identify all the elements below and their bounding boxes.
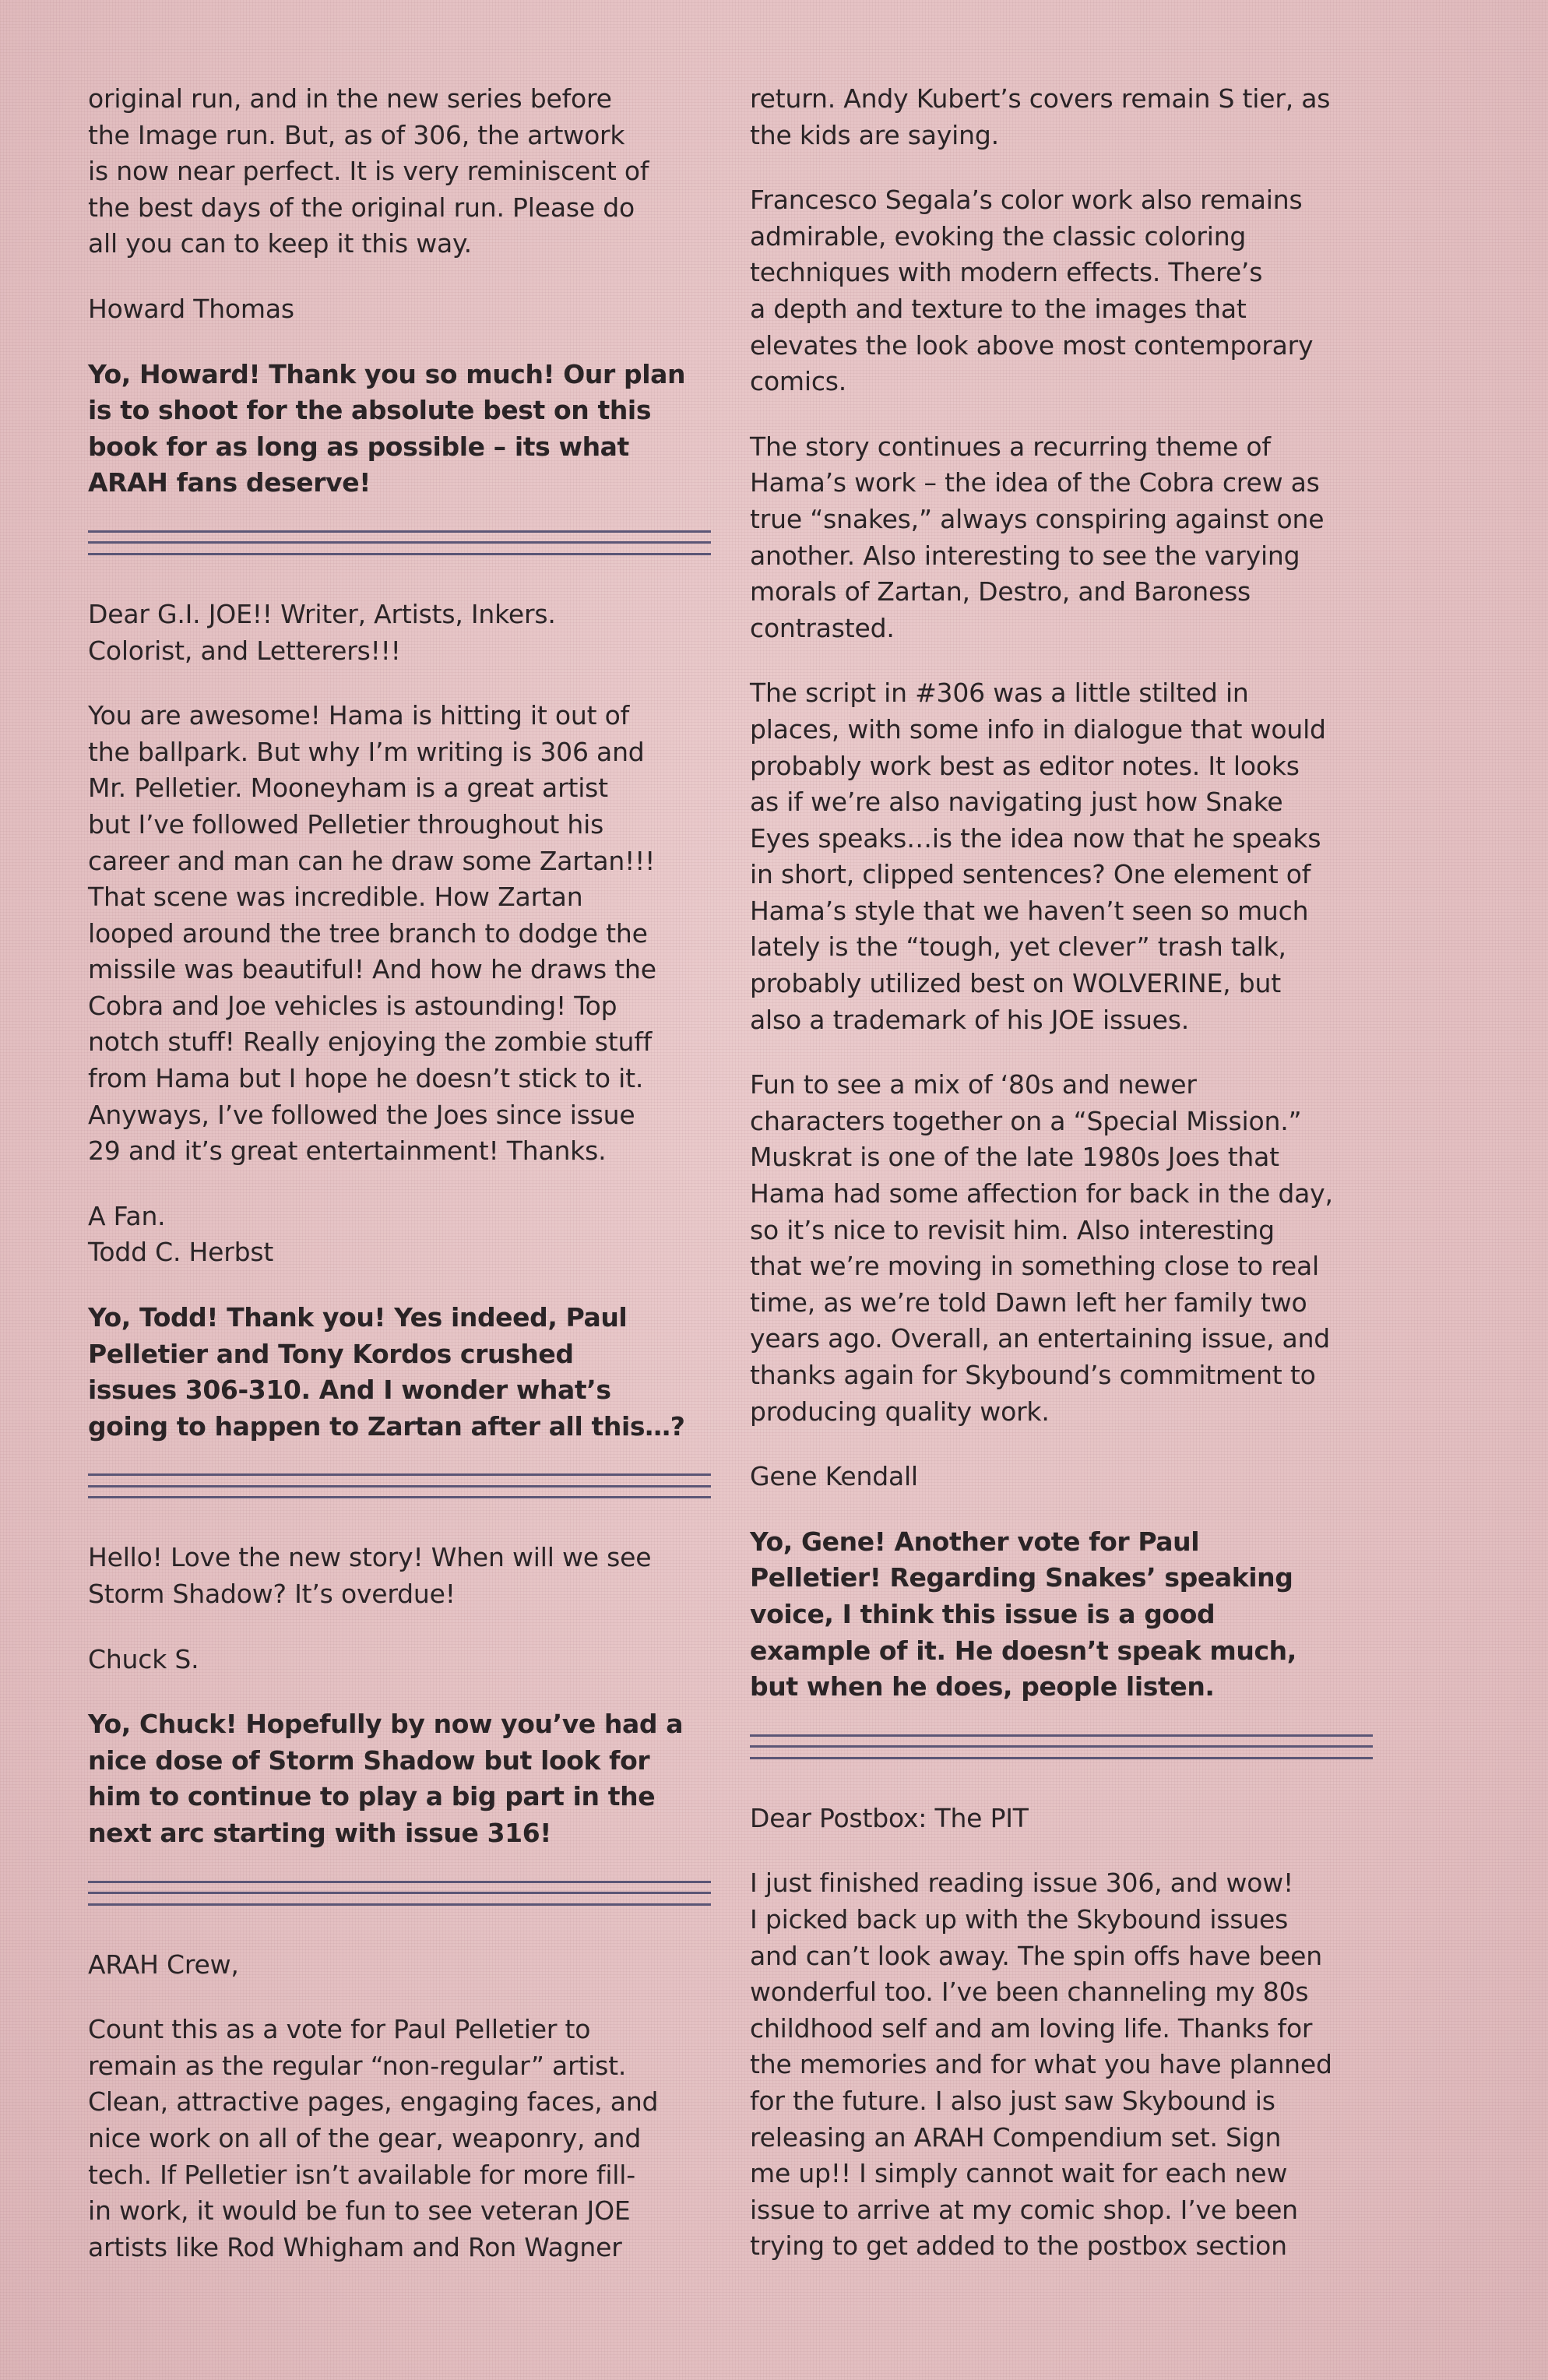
letter-gene-body: Count this as a vote for Paul Pelletier to remain as the regular “non-regular” artist. Clean, attractive pages, engaging faces, and nice work on all of the gear, weaponry, and tech. If Pelletier isn’t available for more fill- in work, it would be fun to see veteran JOE artists like Rod Whigham and Ron Wagner xyxy=(88,2014,659,2262)
letter-gene-body-cont-5: Fun to see a mix of ‘80s and newer characters together on a “Special Mission.” Muskrat is one of the late 1980s Joes that Hama had some affection for back in the day, so it’s nice to revisit him. Also interesting that we’re moving in something close to real time, as we’re told Dawn left her family two years ago. Overall, an entertaining issue, and thanks again for Skybound’s commitment to producing quality work. xyxy=(750,1069,1333,1427)
letter-howard-signature: Howard Thomas xyxy=(88,293,294,324)
reply-to-howard: Yo, Howard! Thank you so much! Our plan is to shoot for the absolute best on this book for as long as possible – its what ARAH fans deserve! xyxy=(88,358,686,498)
reply-to-todd: Yo, Todd! Thank you! Yes indeed, Paul Pelletier and Tony Kordos crushed issues 306-310. And I wonder what’s going to happen to Zartan after all this…? xyxy=(88,1302,685,1442)
section-divider xyxy=(88,1881,711,1906)
letter-gene-body-cont-1: return. Andy Kubert’s covers remain S tier, as the kids are saying. xyxy=(750,83,1331,150)
letter-postbox-body: I just finished reading issue 306, and wow! I picked back up with the Skybound issues and can’t look away. The spin offs have been wonderful too. I’ve been channeling my 80s childhood self and am loving life. Thanks for the memories and for what you have planned for the future. I also just saw Skybound is releasing an ARAH Compendium set. Sign me up!! I simply cannot wait for each new issue to arrive at my comic shop. I’ve been trying to get added to the postbox section xyxy=(750,1868,1332,2262)
letter-todd-signature: A Fan. Todd C. Herbst xyxy=(88,1200,274,1268)
section-divider xyxy=(750,1734,1373,1759)
letter-gene-signature: Gene Kendall xyxy=(750,1461,918,1492)
letter-postbox-greeting: Dear Postbox: The PIT xyxy=(750,1802,1029,1833)
letter-todd-greeting: Dear G.I. JOE!! Writer, Artists, Inkers. Colorist, and Letterers!!! xyxy=(88,598,556,666)
letter-todd-body: You are awesome! Hama is hitting it out of the ballpark. But why I’m writing is 306 and Mr. Pelletier. Mooneyham is a great artist but I’ve followed Pelletier throughout his career and man can he draw some Zartan!!! That scene was incredible. How Zartan looped around the tree branch to dodge the missile was beautiful! And how he draws the Cobra and Joe vehicles is astounding! Top notch stuff! Really enjoying the zombie stuff from Hama but I hope he doesn’t stick to it. Anyways, I’ve followed the Joes since issue 29 and it’s great entertainment! Thanks. xyxy=(88,700,656,1167)
section-divider xyxy=(88,1473,711,1498)
reply-to-gene: Yo, Gene! Another vote for Paul Pelletier! Regarding Snakes’ speaking voice, I think this issue is a good example of it. He doesn’t speak much, but when he does, people listen. xyxy=(750,1526,1296,1702)
letter-gene-body-cont-4: The script in #306 was a little stilted in places, with some info in dialogue that would probably work best as editor notes. It looks as if we’re also navigating just how Snake Eyes speaks…is the idea now that he speaks in short, clipped sentences? One element of Hama’s style that we haven’t seen so much lately is the “tough, yet clever” trash talk, probably utilized best on WOLVERINE, but also a trademark of his JOE issues. xyxy=(750,678,1326,1035)
letter-gene-greeting: ARAH Crew, xyxy=(88,1949,239,1980)
reply-to-chuck: Yo, Chuck! Hopefully by now you’ve had a nice dose of Storm Shadow but look for him to continue to play a big part in the next arc starting with issue 316! xyxy=(88,1709,684,1848)
letter-howard-body: original run, and in the new series before the Image run. But, as of 306, the artwork is now near perfect. It is very reminiscent of the best days of the original run. Please do all you can to keep it this way. xyxy=(88,83,649,259)
letter-gene-body-cont-3: The story continues a recurring theme of Hama’s work – the idea of the Cobra crew as true “snakes,” always conspiring against one another. Also interesting to see the varying morals of Zartan, Destro, and Baroness contrasted. xyxy=(750,431,1325,643)
letter-chuck-body: Hello! Love the new story! When will we see Storm Shadow? It’s overdue! xyxy=(88,1542,652,1609)
right-column xyxy=(750,81,1373,2294)
letter-chuck-signature: Chuck S. xyxy=(88,1643,199,1674)
left-column xyxy=(88,81,711,2294)
letter-gene-body-cont-2: Francesco Segala’s color work also remains admirable, evoking the classic coloring techniques with modern effects. There’s a depth and texture to the images that elevates the look above most contemporary comics. xyxy=(750,185,1314,397)
section-divider xyxy=(88,530,711,555)
